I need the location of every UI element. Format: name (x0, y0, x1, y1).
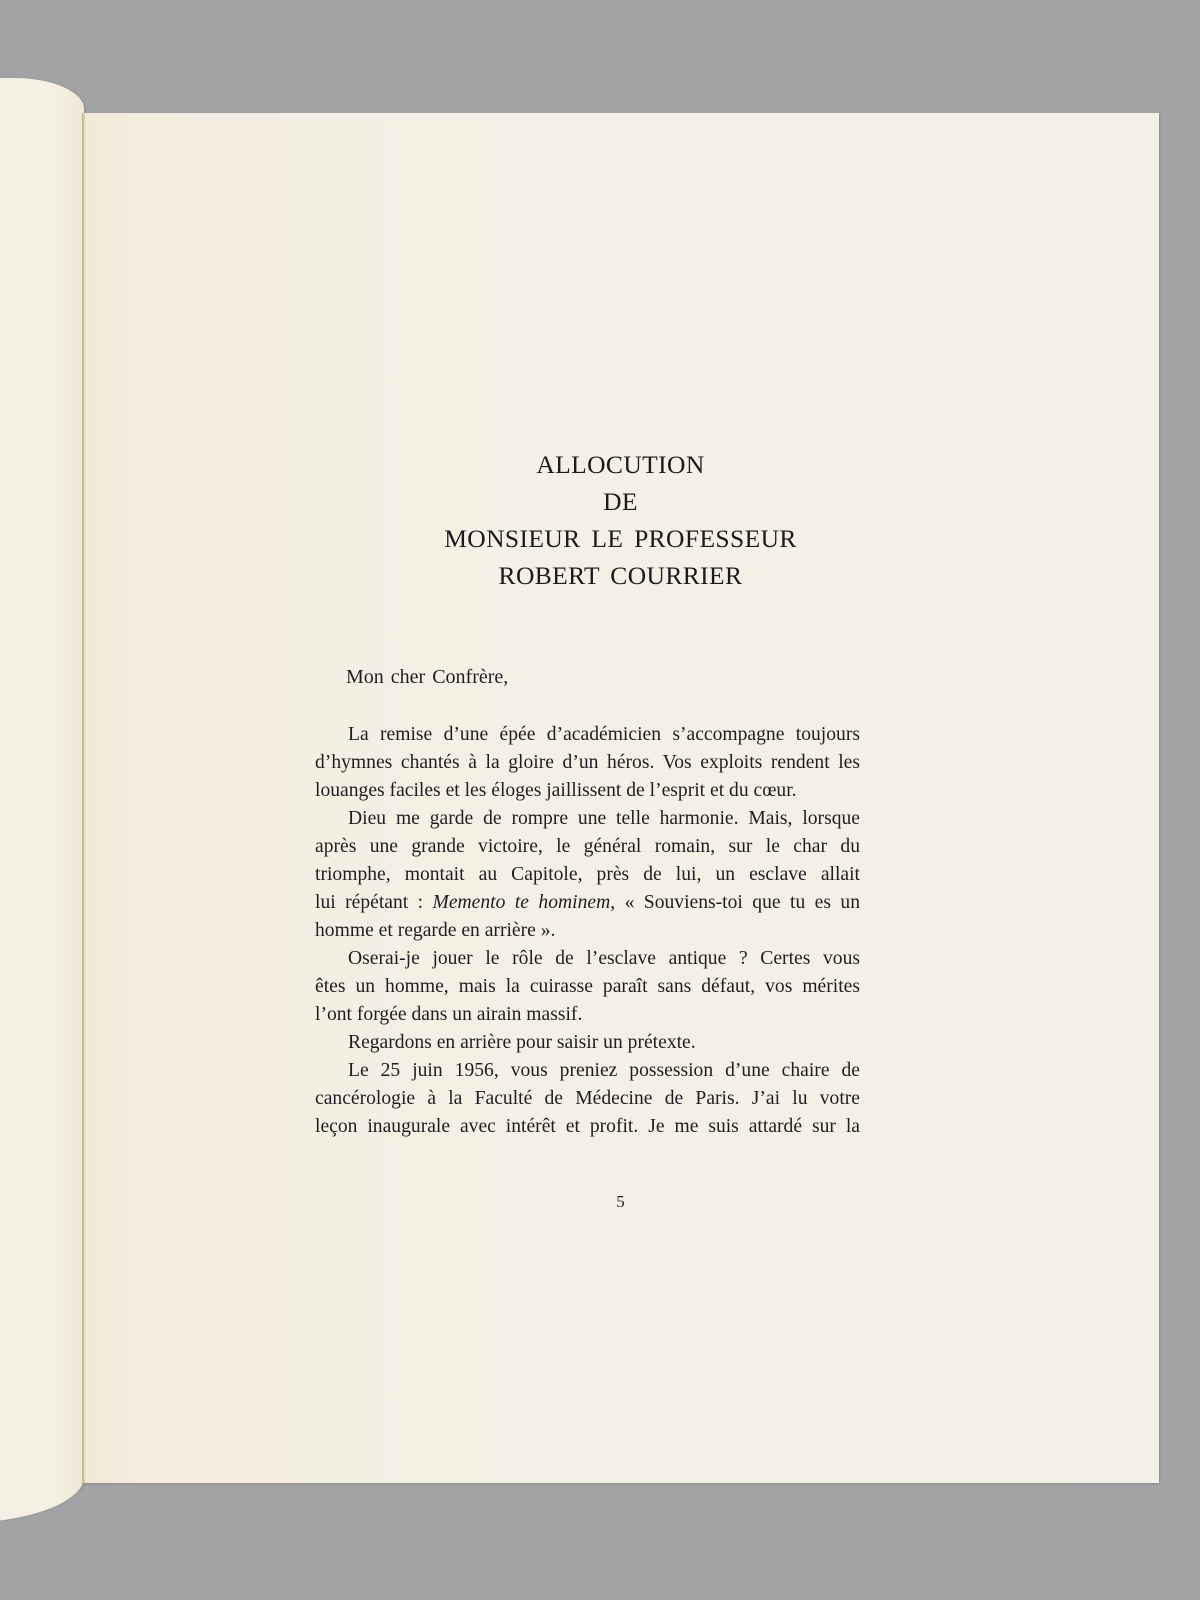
title-line-1: ALLOCUTION (536, 450, 705, 479)
quote-translation: , « Souviens-toi que tu es un (610, 892, 861, 913)
latin-quote: Memento te hominem (432, 892, 611, 913)
text-line: leçon inaugurale avec intérêt et profit. Je me suis attardé sur la (315, 1116, 860, 1137)
text-line: triomphe, montait au Capitole, près de lui, un esclave allait (315, 864, 860, 885)
quote-intro: lui répétant : (315, 892, 433, 913)
text-line: l’ont forgée dans un airain massif. (315, 1004, 583, 1025)
text-line: La remise d’une épée d’académicien s’accompagne toujours (348, 724, 860, 745)
title-block (82, 446, 1159, 594)
title-line-3: MONSIEUR LE PROFESSEUR (444, 524, 797, 553)
paragraph-3 (280, 945, 860, 1029)
paragraph-5 (280, 1057, 860, 1141)
body-text (280, 721, 860, 1141)
text-line-with-quote (280, 889, 860, 917)
text-line: homme et regarde en arrière ». (315, 920, 556, 941)
paragraph-1 (280, 721, 860, 805)
text-line: Regardons en arrière pour saisir un prétexte. (348, 1032, 696, 1053)
page-number: 5 (616, 1192, 625, 1211)
title-line-4: ROBERT COURRIER (498, 561, 743, 590)
paragraph-4 (280, 1029, 860, 1057)
text-line: d’hymnes chantés à la gloire d’un héros. Vos exploits rendent les (315, 752, 860, 773)
paragraph-2 (280, 805, 860, 945)
text-line: Dieu me garde de rompre une telle harmonie. Mais, lorsque (348, 808, 860, 829)
text-line: après une grande victoire, le général romain, sur le char du (315, 836, 860, 857)
text-line: cancérologie à la Faculté de Médecine de Paris. J’ai lu votre (315, 1088, 860, 1109)
text-line: louanges faciles et les éloges jaillissent de l’esprit et du cœur. (315, 780, 797, 801)
book-gutter (82, 113, 85, 1483)
salutation: Mon cher Confrère, (346, 666, 509, 688)
text-line: Oserai-je jouer le rôle de l’esclave antique ? Certes vous (348, 948, 860, 969)
text-line: êtes un homme, mais la cuirasse paraît sans défaut, vos mérites (315, 976, 860, 997)
title-line-2: DE (603, 487, 638, 516)
left-page (0, 78, 84, 1523)
text-line: Le 25 juin 1956, vous preniez possession d’une chaire de (348, 1060, 860, 1081)
